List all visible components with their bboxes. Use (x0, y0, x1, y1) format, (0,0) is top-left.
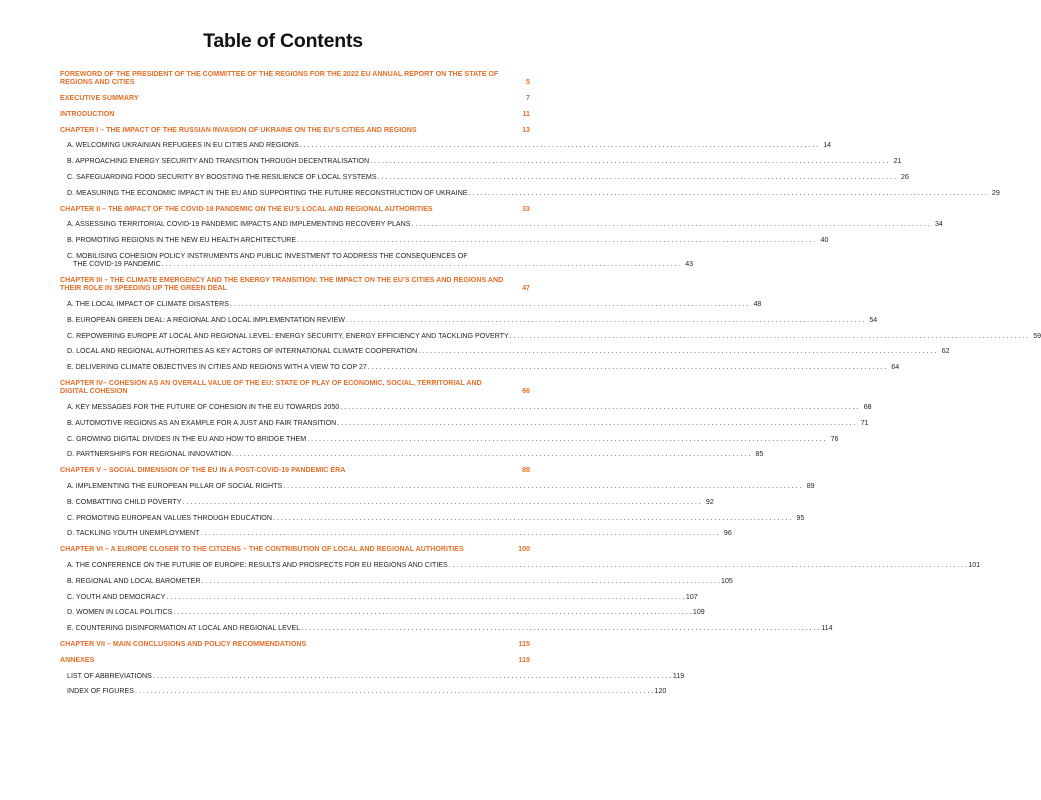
dot-leader (449, 561, 967, 569)
toc-page-number: 5 (526, 78, 530, 87)
dot-leader (166, 593, 684, 601)
toc-section-entry[interactable] (60, 363, 900, 372)
toc-entry-title-continued: THE COVID-19 PANDEMIC (73, 260, 161, 269)
toc-entry-title: D. LOCAL AND REGIONAL AUTHORITIES AS KEY ACTORS OF INTERNATIONAL CLIMATE COOPERATION (67, 347, 418, 356)
toc-entry-title: INTRODUCTION (60, 109, 115, 118)
toc-section-entry[interactable] (60, 141, 832, 150)
dot-leader (283, 482, 801, 490)
toc-section-entry[interactable] (60, 560, 981, 569)
toc-chapter-entry[interactable] (60, 276, 530, 292)
toc-chapter-entry[interactable] (60, 640, 530, 648)
toc-entry-title: B. REGIONAL AND LOCAL BAROMETER (67, 576, 201, 585)
toc-entry-title: CHAPTER VII – MAIN CONCLUSIONS AND POLICY RECOMMENDATIONS (60, 639, 307, 648)
toc-page-number: 43 (685, 260, 694, 269)
toc-section-entry[interactable] (60, 450, 764, 459)
toc-entry-title: C. YOUTH AND DEMOCRACY (67, 592, 166, 601)
toc-page-number: 48 (753, 299, 762, 308)
dot-leader (273, 514, 791, 522)
toc-section-entry[interactable] (60, 687, 667, 696)
toc-section-entry[interactable] (60, 172, 909, 181)
toc-chapter-entry[interactable] (60, 656, 530, 664)
toc-section-entry[interactable] (60, 220, 943, 229)
toc-entry-title: CHAPTER V – SOCIAL DIMENSION OF THE EU IN A POST-COVID-19 PANDEMIC ERA (60, 466, 346, 475)
toc-entry-title: E. DELIVERING CLIMATE OBJECTIVES IN CITIES AND REGIONS WITH A VIEW TO COP 27 (67, 363, 367, 372)
dot-leader (300, 141, 818, 149)
dot-leader (346, 316, 864, 324)
toc-page-number: 109 (692, 608, 705, 617)
toc-page-number: 119 (672, 671, 685, 680)
toc-page-number: 14 (823, 141, 832, 150)
toc-page-number: 95 (796, 513, 805, 522)
toc-page-number: 34 (934, 220, 943, 229)
toc-entry-title: FOREWORD OF THE PRESIDENT OF THE COMMITTEE OF THE REGIONS FOR THE 2022 EU ANNUAL REPORT ON THE STATE OF REGIONS AND CITIES (60, 70, 499, 87)
dot-leader (200, 529, 718, 537)
toc-entry-title: B. EUROPEAN GREEN DEAL: A REGIONAL AND LOCAL IMPLEMENTATION REVIEW (67, 315, 345, 324)
dot-leader (337, 419, 855, 427)
dot-leader (378, 173, 896, 181)
toc-page-number: 66 (522, 387, 530, 396)
toc-section-entry[interactable] (60, 608, 705, 617)
toc-entry-title: A. THE CONFERENCE ON THE FUTURE OF EUROPE: RESULTS AND PROSPECTS FOR EU REGIONS AND CITIES (67, 560, 448, 569)
toc-chapter-entry[interactable] (60, 70, 530, 86)
toc-section-entry[interactable] (60, 418, 869, 427)
dot-leader (135, 687, 653, 695)
toc-entry-title: C. SAFEGUARDING FOOD SECURITY BY BOOSTING THE RESILIENCE OF LOCAL SYSTEMS (67, 172, 377, 181)
toc-chapter-entry[interactable] (60, 545, 530, 553)
toc-page-number: 114 (821, 624, 833, 633)
toc-entry-title: EXECUTIVE SUMMARY (60, 94, 139, 102)
dot-leader (418, 347, 936, 355)
toc-section-entry[interactable] (60, 157, 902, 166)
toc-section-entry[interactable] (60, 513, 805, 522)
toc-page-number: 33 (522, 204, 530, 213)
toc-section-entry[interactable] (60, 331, 1041, 340)
toc-entry-title: B. COMBATTING CHILD POVERTY (67, 497, 182, 506)
toc-page-number: 105 (721, 576, 733, 585)
toc-page-number: 100 (518, 545, 530, 554)
dot-leader (510, 332, 1028, 340)
dot-leader (468, 189, 986, 197)
toc-entry-title: D. PARTNERSHIPS FOR REGIONAL INNOVATION (67, 450, 231, 459)
toc-entry-title: C. PROMOTING EUROPEAN VALUES THROUGH EDUCATION (67, 513, 272, 522)
toc-entry-title: LIST OF ABBREVIATIONS (67, 671, 152, 680)
dot-leader (153, 672, 671, 680)
toc-section-entry[interactable] (60, 576, 733, 585)
toc-section-entry[interactable] (60, 299, 762, 308)
toc-page-number: 54 (869, 315, 878, 324)
toc-page-number: 89 (806, 481, 815, 490)
toc-page-number: 40 (820, 236, 829, 245)
toc-entry-title: D. WOMEN IN LOCAL POLITICS (67, 608, 173, 617)
dot-leader (411, 220, 929, 228)
toc-entry-title: ANNEXES (60, 655, 95, 664)
toc-entry-title: A. ASSESSING TERRITORIAL COVID-19 PANDEMIC IMPACTS AND IMPLEMENTING RECOVERY PLANS (67, 220, 411, 229)
dot-leader (307, 435, 825, 443)
toc-chapter-entry[interactable] (60, 205, 530, 213)
toc-page-number: 107 (685, 592, 698, 601)
toc-entry-title: CHAPTER IV– COHESION AS AN OVERALL VALUE OF THE EU: STATE OF PLAY OF ECONOMIC, SOCIAL, TERRITORIAL AND DIGITAL COHESION (60, 378, 482, 396)
toc-entry-title: A. THE LOCAL IMPACT OF CLIMATE DISASTERS (67, 299, 230, 308)
toc-entry-continuation (67, 260, 694, 269)
dot-leader (230, 300, 748, 308)
toc-page-number: 115 (518, 639, 530, 648)
toc-page-number: 101 (968, 560, 981, 569)
toc-entry-title: C. MOBILISING COHESION POLICY INSTRUMENTS AND PUBLIC INVESTMENT TO ADDRESS THE CONSEQUENCES OF (67, 251, 468, 260)
toc-section-entry[interactable] (60, 434, 839, 443)
toc-section-entry[interactable] (60, 624, 833, 633)
toc-section-entry[interactable] (60, 592, 698, 601)
toc-entry-title: C. REPOWERING EUROPE AT LOCAL AND REGIONAL LEVEL: ENERGY SECURITY, ENERGY EFFICIENCY AND TACKLING POVERTY (67, 331, 509, 340)
toc-entry-title: B. APPROACHING ENERGY SECURITY AND TRANSITION THROUGH DECENTRALISATION (67, 157, 370, 166)
toc-chapter-entry[interactable] (60, 94, 530, 102)
toc-chapter-entry[interactable] (60, 379, 530, 395)
toc-section-entry[interactable] (60, 347, 950, 356)
toc-page-number: 11 (522, 109, 530, 118)
toc-entry-title: D. MEASURING THE ECONOMIC IMPACT IN THE EU AND SUPPORTING THE FUTURE RECONSTRUCTION OF UKRAINE (67, 188, 468, 197)
toc-entry-title: CHAPTER I – THE IMPACT OF THE RUSSIAN INVASION OF UKRAINE ON THE EU’S CITIES AND REGIONS (60, 125, 417, 134)
page-title: Table of Contents (203, 30, 363, 52)
toc-entry-title: A. KEY MESSAGES FOR THE FUTURE OF COHESION IN THE EU TOWARDS 2050 (67, 402, 340, 411)
toc-page-number: 88 (522, 466, 530, 475)
toc-entry-title: B. PROMOTING REGIONS IN THE NEW EU HEALTH ARCHITECTURE (67, 236, 297, 245)
toc-page-number: 7 (526, 94, 530, 102)
dot-leader (173, 608, 691, 616)
toc-entry-title: D. TACKLING YOUTH UNEMPLOYMENT (67, 529, 200, 538)
toc-entry-title: C. GROWING DIGITAL DIVIDES IN THE EU AND HOW TO BRIDGE THEM (67, 434, 307, 443)
toc-section-entry[interactable] (60, 315, 878, 324)
toc-page-number: 85 (755, 450, 764, 459)
toc-page-number: 68 (863, 402, 872, 411)
toc-page-number: 26 (901, 172, 909, 181)
toc-entry-title: A. IMPLEMENTING THE EUROPEAN PILLAR OF SOCIAL RIGHTS (67, 481, 283, 490)
dot-leader (182, 498, 700, 506)
toc-chapter-entry[interactable] (60, 466, 530, 474)
toc-section-entry[interactable] (60, 402, 872, 411)
toc-page-number: 13 (522, 125, 530, 134)
toc-section-entry[interactable] (60, 236, 829, 245)
toc-page-number: 62 (941, 347, 950, 356)
toc-chapter-entry[interactable] (60, 126, 530, 134)
toc-entry-title: CHAPTER VI – A EUROPE CLOSER TO THE CITIZENS – THE CONTRIBUTION OF LOCAL AND REGIONAL AUTHORITIES (60, 545, 464, 554)
dot-leader (297, 236, 815, 244)
toc-entry-title: E. COUNTERING DISINFORMATION AT LOCAL AND REGIONAL LEVEL (67, 624, 301, 633)
dot-leader (301, 624, 819, 632)
toc-entry-title: INDEX OF FIGURES (67, 687, 135, 696)
toc-page-number: 92 (705, 497, 714, 506)
toc-page-number: 71 (860, 418, 869, 427)
dot-leader (370, 157, 888, 165)
toc-page-number: 47 (522, 284, 530, 293)
toc-section-entry[interactable] (60, 481, 815, 490)
toc-chapter-entry[interactable] (60, 110, 530, 118)
toc-entry-title: A. WELCOMING UKRAINIAN REFUGEES IN EU CITIES AND REGIONS (67, 141, 299, 150)
toc-page-number: 29 (991, 188, 1000, 197)
toc-section-entry[interactable] (60, 188, 1000, 197)
toc-page-number: 96 (723, 529, 732, 538)
toc-page-number: 119 (518, 655, 530, 664)
toc-section-entry[interactable] (60, 671, 685, 680)
toc-entry-title: CHAPTER III – THE CLIMATE EMERGENCY AND THE ENERGY TRANSITION: THE IMPACT ON THE EU’S CITIES AND REGIONS AND THEIR ROLE IN SPEEDING UP THE GREEN DEAL (60, 275, 504, 293)
toc-section-entry[interactable] (60, 497, 714, 506)
dot-leader (162, 260, 680, 268)
toc-section-entry[interactable] (60, 529, 732, 538)
dot-leader (232, 450, 750, 458)
toc-page-number: 120 (654, 687, 667, 696)
toc-entry-title: B. AUTOMOTIVE REGIONS AS AN EXAMPLE FOR A JUST AND FAIR TRANSITION (67, 418, 337, 427)
dot-leader (202, 577, 720, 585)
toc-page-number: 64 (891, 363, 900, 372)
dot-leader (340, 403, 858, 411)
toc-page-number: 76 (830, 434, 839, 443)
table-of-contents (60, 70, 1041, 696)
toc-section-entry[interactable] (60, 251, 694, 269)
dot-leader (368, 363, 886, 371)
toc-page-number: 21 (893, 157, 902, 166)
toc-page-number: 59 (1033, 331, 1041, 340)
toc-entry-title: CHAPTER II – THE IMPACT OF THE COVID-19 PANDEMIC ON THE EU’S LOCAL AND REGIONAL AUTHORITIES (60, 204, 433, 213)
